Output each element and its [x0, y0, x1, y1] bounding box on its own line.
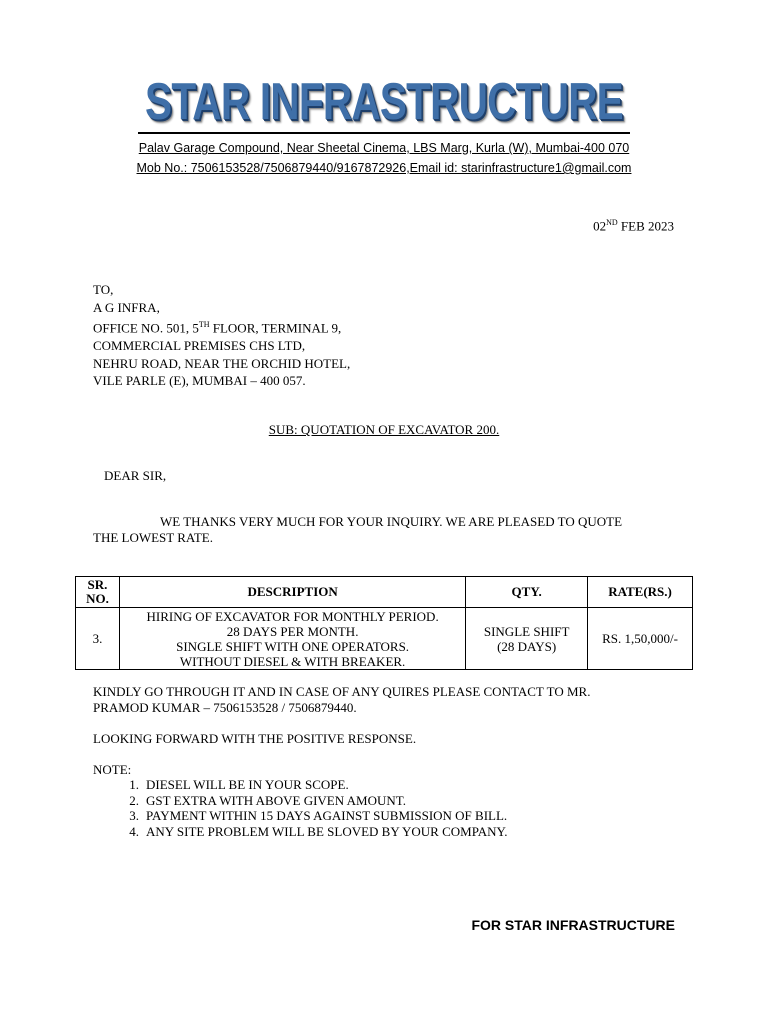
header-sr-no [76, 577, 120, 608]
table-row [76, 608, 693, 670]
description-line-1: HIRING OF EXCAVATOR FOR MONTHLY PERIOD. [146, 608, 439, 624]
company-contact: Mob No.: 7506153528/7506879440/9167872926,Email id: starinfrastructure1@gmail.com [136, 161, 632, 175]
list-item [93, 824, 508, 840]
recipient-to: TO, [93, 282, 114, 297]
header-qty: QTY. [466, 577, 588, 608]
header-rate: RATE(RS.) [588, 577, 693, 608]
recipient-line-4: VILE PARLE (E), MUMBAI – 400 057. [93, 373, 306, 389]
intro-paragraph [93, 514, 683, 545]
note-label: NOTE: [93, 762, 132, 777]
header-description: DESCRIPTION [119, 577, 465, 608]
recipient-line-1-sup: TH [198, 320, 210, 330]
header-sr-line-2: NO. [86, 591, 109, 606]
list-item [93, 808, 508, 824]
qty-line-2: (28 DAYS) [497, 638, 557, 654]
recipient-name: A G INFRA, [93, 299, 160, 315]
company-logo-text: STAR INFRASTRUCTURE [145, 73, 623, 131]
recipient-line-3: NEHRU ROAD, NEAR THE ORCHID HOTEL, [93, 355, 351, 371]
date-day: 02 [593, 218, 607, 234]
intro-line-1: WE THANKS VERY MUCH FOR YOUR INQUIRY. WE ARE PLEASED TO QUOTE [160, 514, 623, 529]
cell-sr-no: 3. [76, 608, 120, 670]
cell-qty [466, 608, 588, 670]
note-text: DIESEL WILL BE IN YOUR SCOPE. [146, 777, 349, 792]
salutation: DEAR SIR, [104, 468, 167, 483]
closing-line: LOOKING FORWARD WITH THE POSITIVE RESPONSE. [93, 731, 417, 746]
contact-line-2: PRAMOD KUMAR – 7506153528 / 7506879440. [93, 699, 357, 715]
note-number: 2. [129, 792, 139, 808]
cell-rate: RS. 1,50,000/- [588, 608, 693, 670]
notes-list [93, 777, 508, 840]
note-number: 1. [129, 777, 139, 792]
note-number: 4. [129, 824, 139, 840]
contact-paragraph [93, 684, 713, 715]
note-text: PAYMENT WITHIN 15 DAYS AGAINST SUBMISSION OF BILL. [146, 808, 508, 824]
header-sr-line-1: SR. [87, 577, 108, 592]
intro-line-2: THE LOWEST RATE. [93, 529, 213, 545]
qty-line-1: SINGLE SHIFT [483, 623, 570, 639]
quotation-table [75, 576, 693, 670]
date-rest: FEB 2023 [617, 218, 674, 234]
date-suffix: ND [606, 218, 618, 227]
list-item [93, 777, 508, 793]
recipient-line-2: COMMERCIAL PREMISES CHS LTD, [93, 338, 306, 354]
table-header-row [76, 577, 693, 608]
description-line-2: 28 DAYS PER MONTH. [226, 623, 359, 639]
cell-description [119, 608, 465, 670]
recipient-line-1 [93, 316, 350, 337]
list-item [93, 793, 508, 809]
description-line-4: WITHOUT DIESEL & WITH BREAKER. [179, 653, 406, 669]
company-address: Palav Garage Compound, Near Sheetal Cinema, LBS Marg, Kurla (W), Mumbai-400 070 [138, 141, 630, 155]
note-text: GST EXTRA WITH ABOVE GIVEN AMOUNT. [146, 792, 406, 808]
recipient-line-1-pre: OFFICE NO. 501, 5 [93, 320, 199, 336]
note-text: ANY SITE PROBLEM WILL BE SLOVED BY YOUR COMPANY. [146, 824, 508, 840]
recipient-line-1-post: FLOOR, TERMINAL 9, [209, 320, 342, 336]
signature-block: FOR STAR INFRASTRUCTURE [471, 917, 675, 933]
letter-date [593, 218, 674, 234]
note-number: 3. [129, 808, 139, 824]
header-rule [138, 132, 630, 134]
recipient-address [93, 281, 350, 390]
contact-line-1: KINDLY GO THROUGH IT AND IN CASE OF ANY QUIRES PLEASE CONTACT TO MR. [93, 684, 591, 699]
description-line-3: SINGLE SHIFT WITH ONE OPERATORS. [176, 638, 410, 654]
subject-line: SUB: QUOTATION OF EXCAVATOR 200. [268, 422, 500, 437]
